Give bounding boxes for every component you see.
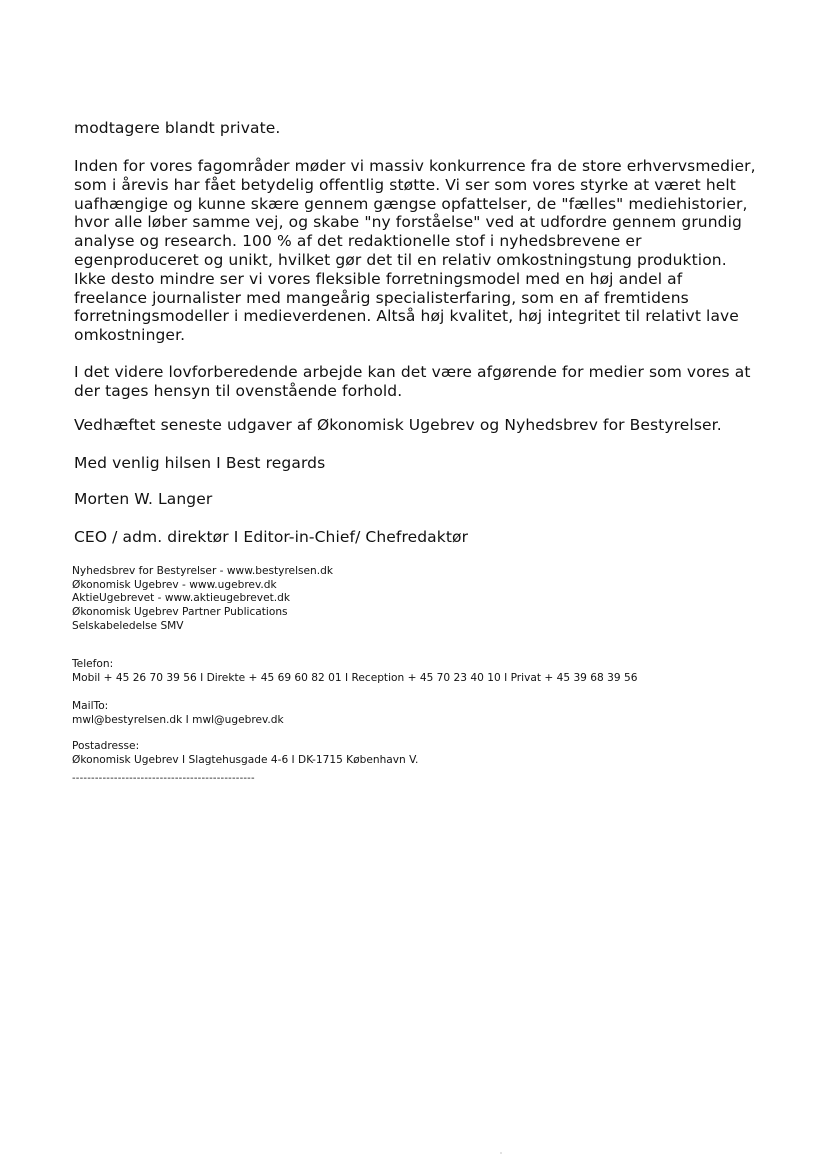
- publication-item: Nyhedsbrev for Bestyrelser - www.bestyrelsen.dk: [72, 565, 333, 577]
- paragraph-line: Ikke desto mindre ser vi vores fleksible forretningsmodel med en høj andel af: [74, 269, 683, 288]
- paragraph-line: egenproduceret og unikt, hvilket gør det til en relativ omkostningstung produktion.: [74, 250, 727, 269]
- paragraph-competition: [74, 157, 754, 345]
- opening-line-text: modtagere blandt private.: [74, 119, 281, 137]
- address-label: Postadresse:: [72, 740, 140, 752]
- signature-divider: ------------------------------------------------: [72, 773, 255, 784]
- scan-speck: [500, 1152, 502, 1154]
- paragraph-line: omkostninger.: [74, 326, 186, 345]
- mail-label: MailTo:: [72, 700, 109, 712]
- signer-name: [74, 490, 754, 509]
- publication-item: Økonomisk Ugebrev - www.ugebrev.dk: [72, 578, 277, 591]
- phone-numbers: Mobil + 45 26 70 39 56 I Direkte + 45 69 60 82 01 I Reception + 45 70 23 40 10 I Privat + 45 39 68 39 56: [72, 671, 638, 684]
- phone-block: [72, 658, 772, 685]
- paragraph-line: Inden for vores fagområder møder vi massiv konkurrence fra de store erhvervsmedier,: [74, 157, 756, 175]
- mail-addresses: mwl@bestyrelsen.dk I mwl@ugebrev.dk: [72, 713, 284, 726]
- signer-name-text: Morten W. Langer: [74, 490, 213, 508]
- address-text: Økonomisk Ugebrev I Slagtehusgade 4-6 I DK-1715 København V.: [72, 753, 419, 766]
- paragraph-line: der tages hensyn til ovenstående forhold.: [74, 381, 403, 400]
- closing-greeting-text: Med venlig hilsen I Best regards: [74, 454, 326, 472]
- paragraph-line: uafhængige og kunne skære gennem gængse opfattelser, de "fælles" mediehistorier,: [74, 194, 748, 213]
- paragraph-line: hvor alle løber samme vej, og skabe "ny forståelse" ved at udfordre gennem grundig: [74, 213, 742, 232]
- attachment-note-text: Vedhæftet seneste udgaver af Økonomisk Ugebrev og Nyhedsbrev for Bestyrelser.: [74, 416, 722, 434]
- mail-block: [72, 700, 772, 727]
- paragraph-line: freelance journalister med mangeårig specialisterfaring, som en af fremtidens: [74, 288, 689, 307]
- paragraph-line: forretningsmodeller i medieverdenen. Altså høj kvalitet, høj integritet til relativt lave: [74, 307, 739, 326]
- opening-line: [74, 119, 754, 138]
- paragraph-line: som i årevis har fået betydelig offentlig støtte. Vi ser som vores styrke at været helt: [74, 175, 736, 194]
- closing-greeting: [74, 454, 754, 473]
- paragraph-legislation: [74, 363, 754, 401]
- phone-label: Telefon:: [72, 658, 114, 670]
- publication-item: Selskabeledelse SMV: [72, 619, 184, 632]
- publication-item: Økonomisk Ugebrev Partner Publications: [72, 606, 288, 619]
- address-block: [72, 740, 772, 767]
- signer-title: [74, 528, 754, 547]
- signer-title-text: CEO / adm. direktør I Editor-in-Chief/ Chefredaktør: [74, 528, 469, 546]
- publication-item: AktieUgebrevet - www.aktieugebrevet.dk: [72, 592, 290, 605]
- attachment-note: [74, 416, 754, 435]
- paragraph-line: I det videre lovforberedende arbejde kan det være afgørende for medier som vores at: [74, 363, 751, 381]
- publications-list: [72, 565, 772, 634]
- paragraph-line: analyse og research. 100 % af det redaktionelle stof i nyhedsbrevene er: [74, 232, 642, 251]
